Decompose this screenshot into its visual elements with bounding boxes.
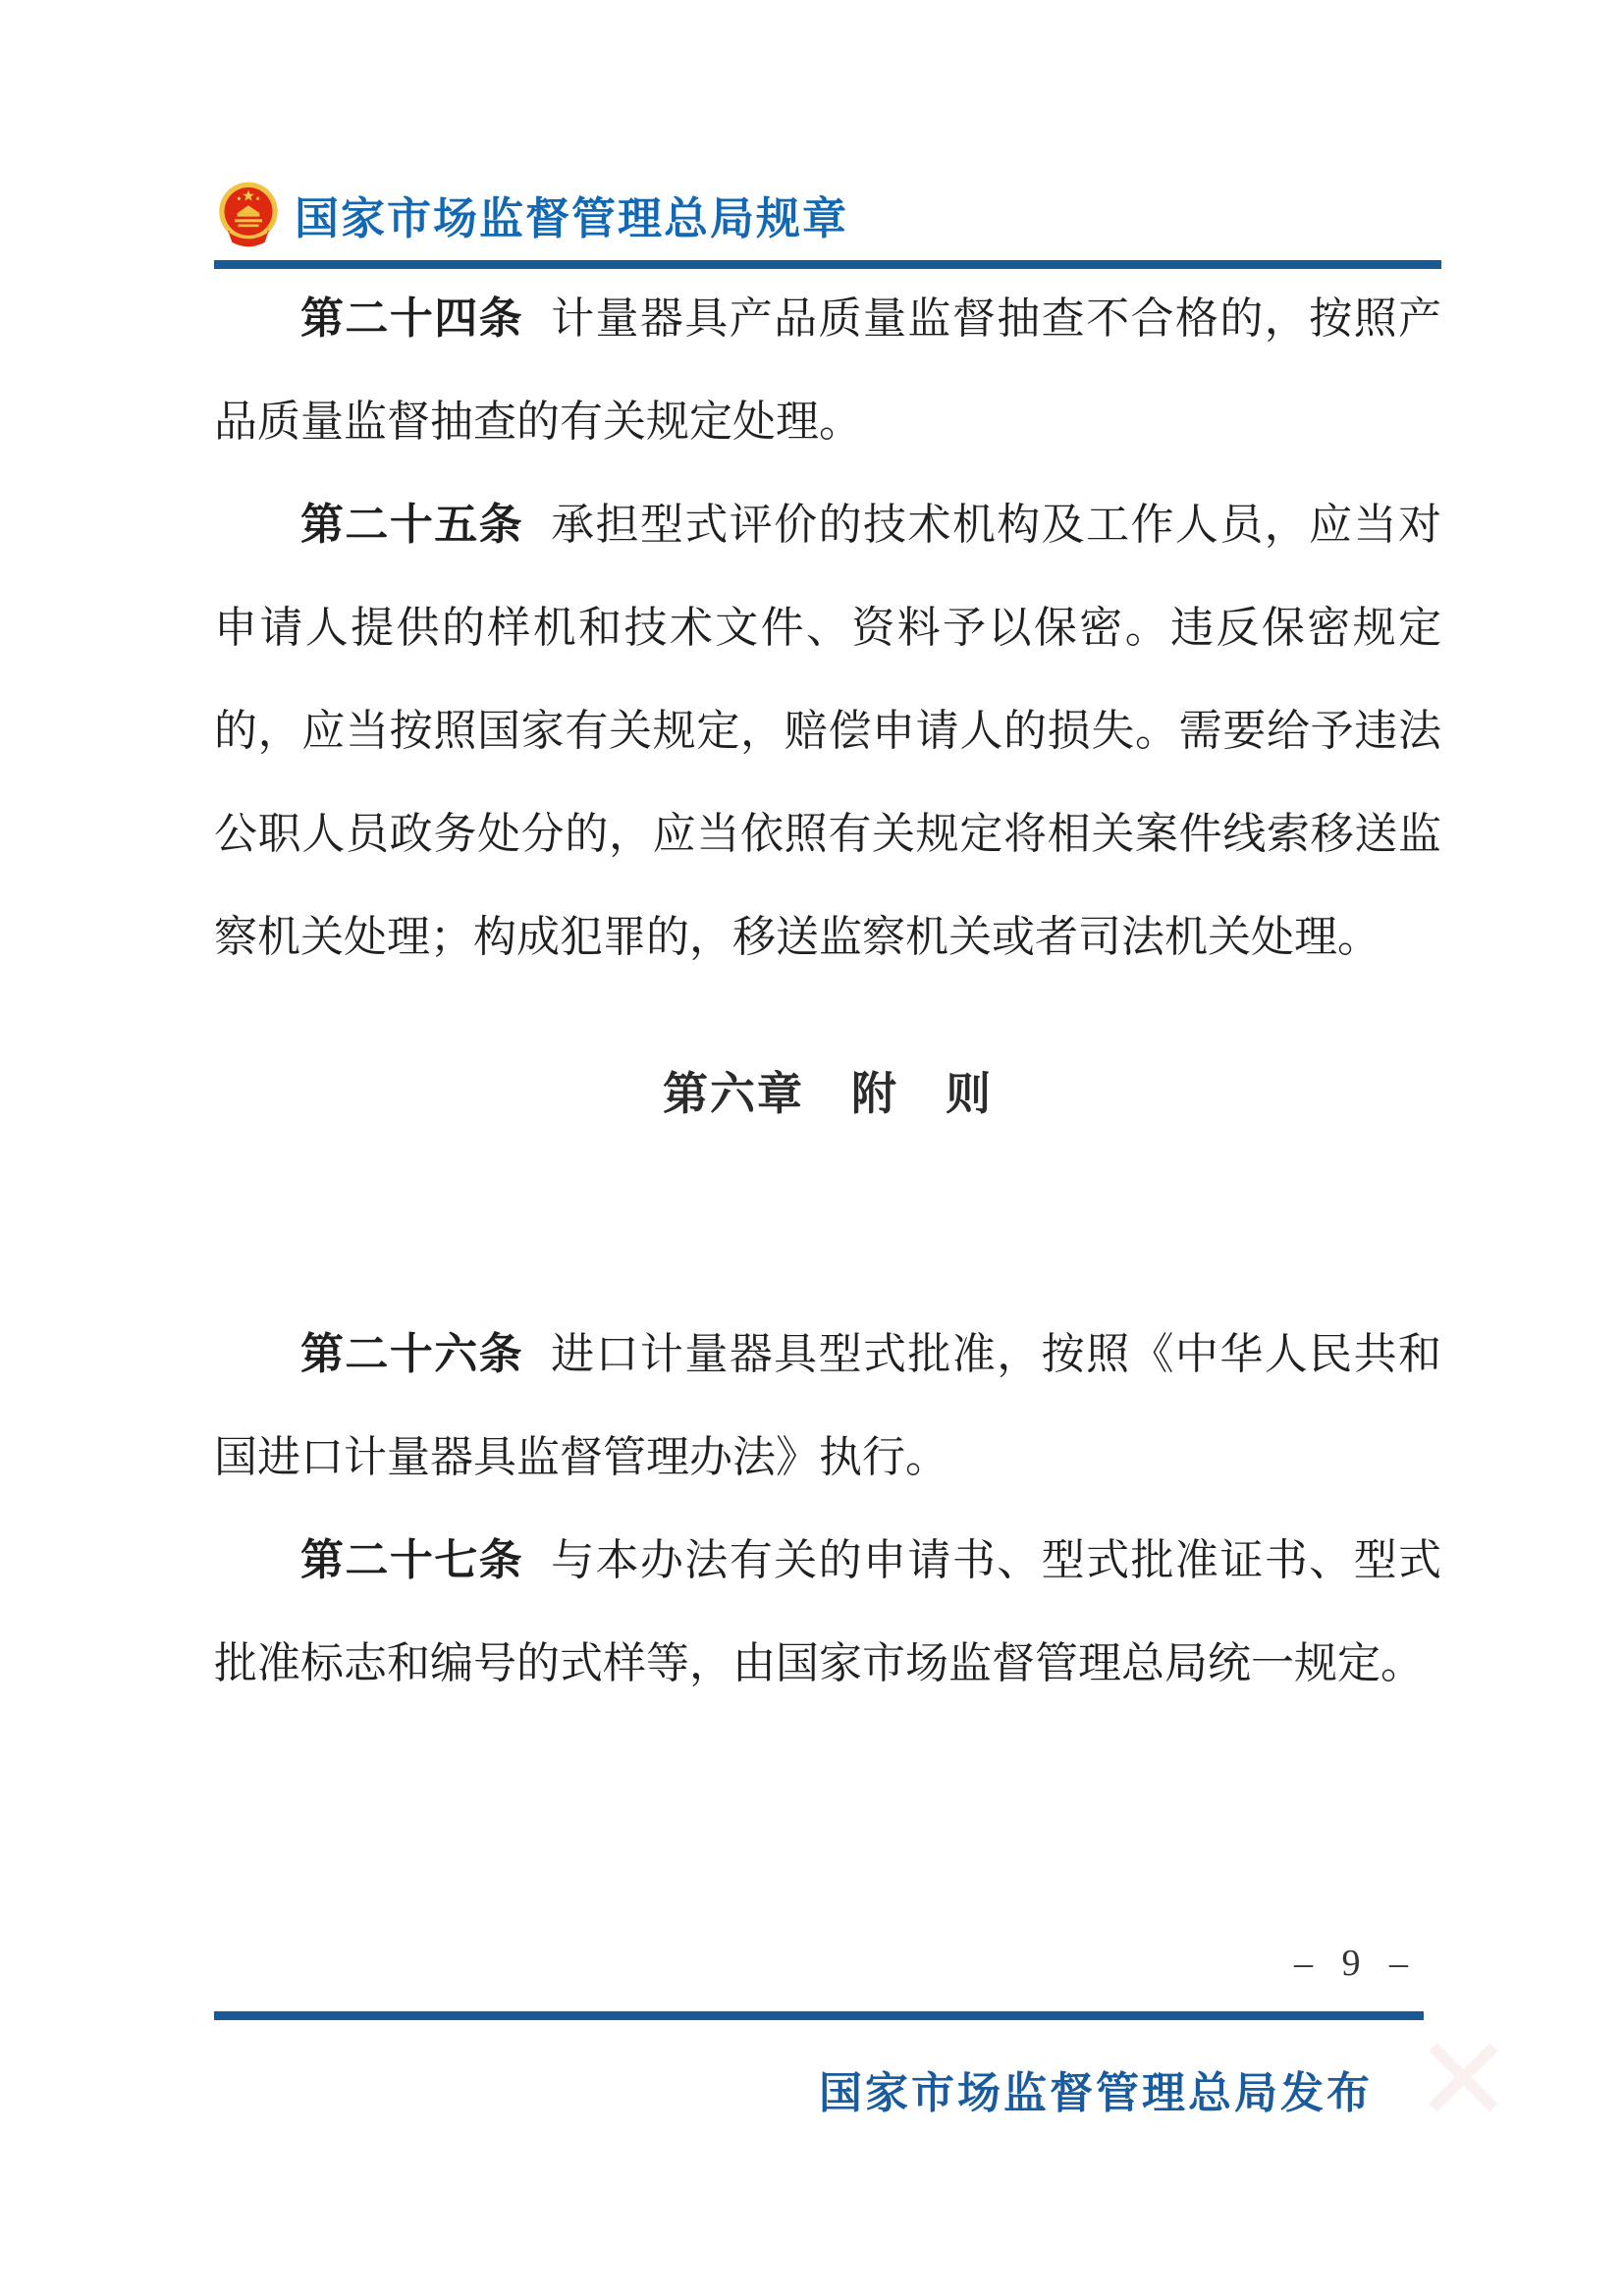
article-27 bbox=[214, 1509, 1441, 1715]
articles-bottom bbox=[214, 1303, 1441, 1715]
page-number: – 9 – bbox=[1294, 1943, 1418, 1984]
article-27-text: 与本办法有关的申请书、型式批准证书、型式批准标志和编号的式样等，由国家市场监督管理总局统一规定。 bbox=[214, 1536, 1442, 1687]
article-24 bbox=[214, 267, 1441, 473]
watermark-mark: ✕ bbox=[1414, 2015, 1513, 2146]
national-emblem-icon bbox=[214, 179, 283, 249]
chapter-heading: 第六章 附 则 bbox=[663, 1068, 993, 1119]
article-26-text: 进口计量器具型式批准，按照《中华人民共和国进口计量器具监督管理办法》执行。 bbox=[214, 1330, 1442, 1481]
article-27-number: 第二十七条 bbox=[300, 1536, 524, 1584]
footer-rule bbox=[214, 2011, 1424, 2020]
article-26-number: 第二十六条 bbox=[300, 1330, 524, 1378]
article-25 bbox=[214, 473, 1441, 988]
article-25-number: 第二十五条 bbox=[300, 501, 524, 549]
article-24-text: 计量器具产品质量监督抽查不合格的，按照产品质量监督抽查的有关规定处理。 bbox=[214, 294, 1442, 446]
doc-header-title: 国家市场监督管理总局规章 bbox=[295, 192, 849, 243]
article-25-text: 承担型式评价的技术机构及工作人员，应当对申请人提供的样机和技术文件、资料予以保密。违反保密规定的，应当按照国家有关规定，赔偿申请人的损失。需要给予违法公职人员政务处分的，应当依照有关规定将相关案件线索移送监察机关处理；构成犯罪的，移送监察机关或者司法机关处理。 bbox=[214, 501, 1442, 961]
articles-top bbox=[214, 267, 1441, 988]
article-24-number: 第二十四条 bbox=[300, 294, 524, 343]
doc-header bbox=[214, 179, 848, 249]
footer-publisher: 国家市场监督管理总局发布 bbox=[819, 2069, 1373, 2117]
article-26 bbox=[214, 1303, 1441, 1509]
